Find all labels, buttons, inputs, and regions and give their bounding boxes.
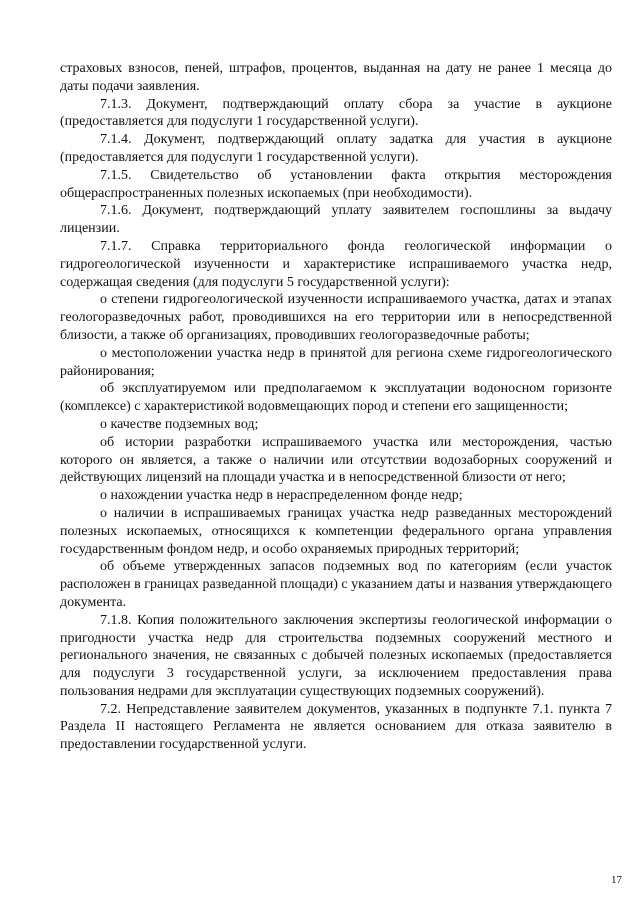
list-item-study-degree: о степени гидрогеологической изученности испрашиваемого участка, датах и этапах геологоразведочных работ, проводившихся на его территории или в непосредственной близости, а также об организациях, проводивших геологоразведочные работы; xyxy=(60,292,612,343)
list-item-history: об истории разработки испрашиваемого участка или месторождения, частью которого он является, а также о наличии или отсутствии водозаборных сооружений и действующих лицензий на площади участка и в непосредственной близости от него; xyxy=(60,434,612,486)
list-item-water-quality: о качестве подземных вод; xyxy=(100,416,259,432)
paragraph-7-1-7: 7.1.7. Справка территориального фонда геологической информации о гидрогеологической изученности и характеристике испрашиваемого участка недр, содержащая сведения (для подуслуги 5 государственной услуги): xyxy=(60,238,612,290)
paragraph-7-1-5: 7.1.5. Свидетельство об установлении факта открытия месторождения общераспространенных полезных ископаемых (при необходимости). xyxy=(60,167,612,201)
paragraph-7-1-6: 7.1.6. Документ, подтверждающий уплату заявителем госпошлины за выдачу лицензии. xyxy=(60,203,612,237)
list-item-location: о местоположении участка недр в принятой для региона схеме гидрогеологического районирования; xyxy=(60,345,612,379)
paragraph-continuation: страховых взносов, пеней, штрафов, процентов, выданная на дату не ранее 1 месяца до даты подачи заявления. xyxy=(60,61,612,94)
list-item-deposits: о наличии в испрашиваемых границах участка недр разведанных месторождений полезных ископаемых, относящихся к компетенции федерального органа управления государственным фондом недр, и особо охраняемых природных территорий; xyxy=(60,505,612,557)
document-page xyxy=(60,60,612,754)
paragraph-7-2: 7.2. Непредставление заявителем документов, указанных в подпункте 7.1. пункта 7 Раздела II настоящего Регламента не является основанием для отказа заявителю в предоставлении государственной услуги. xyxy=(60,701,612,753)
list-item-reserves: об объеме утвержденных запасов подземных вод по категориям (если участок расположен в границах разведанной площади) с указанием даты и названия утверждающего документа. xyxy=(60,559,612,610)
list-item-unallocated-fund: о нахождении участка недр в нераспределенном фонде недр; xyxy=(100,488,463,504)
paragraph-7-1-3: 7.1.3. Документ, подтверждающий оплату сбора за участие в аукционе (предоставляется для подуслуги 1 государственной услуги). xyxy=(60,96,612,130)
paragraph-7-1-8: 7.1.8. Копия положительного заключения экспертизы геологической информации о пригодности участка недр для строительства подземных сооружений местного и регионального значения, не связанных с добычей полезных ископаемых (предоставляется для подуслуги 3 государственной услуги, за исключением предоставления права пользования недрами для эксплуатации существующих подземных сооружений). xyxy=(60,612,612,699)
list-item-aquifer: об эксплуатируемом или предполагаемом к эксплуатации водоносном горизонте (комплексе) с характеристикой водовмещающих пород и степени его защищенности; xyxy=(60,381,612,415)
page-number: 17 xyxy=(611,874,622,886)
paragraph-7-1-4: 7.1.4. Документ, подтверждающий оплату задатка для участия в аукционе (предоставляется для подуслуги 1 государственной услуги). xyxy=(60,132,612,165)
